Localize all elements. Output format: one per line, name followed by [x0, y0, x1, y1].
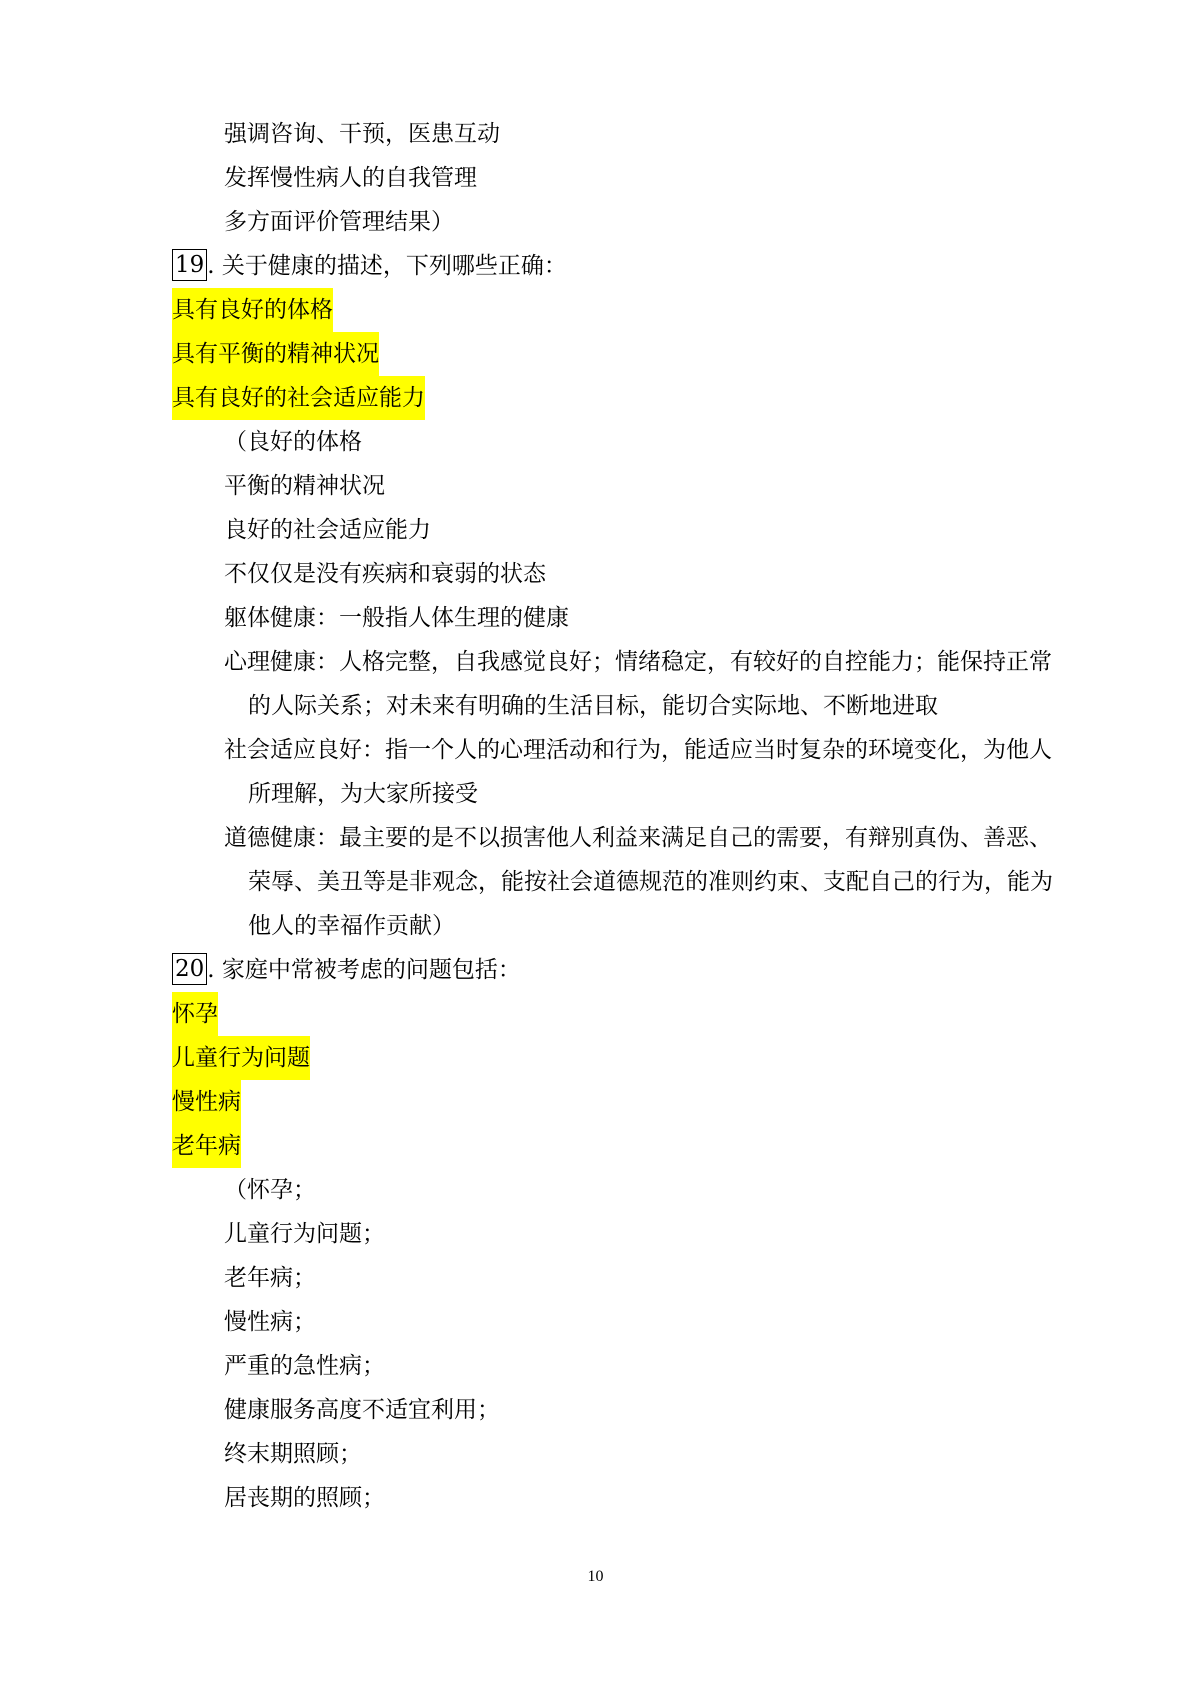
explanation-line: 的人际关系；对未来有明确的生活目标，能切合实际地、不断地进取 [248, 693, 938, 719]
explanation-line: （良好的体格 [224, 429, 362, 455]
answer-line [0, 1036, 1191, 1080]
answer-line [0, 1124, 1191, 1168]
question-text: . 关于健康的描述，下列哪些正确： [207, 253, 567, 279]
explanation-line: 社会适应良好：指一个人的心理活动和行为，能适应当时复杂的环境变化，为他人 [224, 737, 1052, 763]
highlighted-answer: 具有良好的社会适应能力 [172, 376, 425, 420]
highlighted-answer: 儿童行为问题 [172, 1036, 310, 1080]
highlighted-answer: 具有良好的体格 [172, 288, 333, 332]
text-line: 强调咨询、干预，医患互动 [224, 121, 500, 147]
explanation-line: 终末期照顾； [224, 1441, 362, 1467]
question-number-box: 20 [172, 953, 207, 985]
highlighted-answer: 老年病 [172, 1124, 241, 1168]
explanation-line: 严重的急性病； [224, 1353, 385, 1379]
question-text: . 家庭中常被考虑的问题包括： [207, 957, 521, 983]
explanation-line: 荣辱、美丑等是非观念，能按社会道德规范的准则约束、支配自己的行为，能为 [248, 869, 1053, 895]
explanation-line: 道德健康：最主要的是不以损害他人利益来满足自己的需要，有辩别真伪、善恶、 [224, 825, 1052, 851]
explanation-line: 躯体健康：一般指人体生理的健康 [224, 605, 569, 631]
explanation-line: 所理解，为大家所接受 [248, 781, 478, 807]
highlighted-answer: 慢性病 [172, 1080, 241, 1124]
question-number-box: 19 [172, 249, 207, 281]
explanation-line: 慢性病； [224, 1309, 316, 1335]
explanation-line: （怀孕； [224, 1177, 316, 1203]
explanation-line: 不仅仅是没有疾病和衰弱的状态 [224, 561, 546, 587]
explanation-line: 心理健康：人格完整，自我感觉良好；情绪稳定，有较好的自控能力；能保持正常 [224, 649, 1052, 675]
answer-line [0, 1080, 1191, 1124]
answer-line [0, 332, 1191, 376]
explanation-line: 儿童行为问题； [224, 1221, 385, 1247]
explanation-line: 平衡的精神状况 [224, 473, 385, 499]
page-number: 10 [587, 1568, 604, 1585]
question-19 [0, 244, 1191, 288]
explanation-line: 老年病； [224, 1265, 316, 1291]
text-line: 发挥慢性病人的自我管理 [224, 165, 477, 191]
question-20 [0, 948, 1191, 992]
highlighted-answer: 具有平衡的精神状况 [172, 332, 379, 376]
answer-line [0, 288, 1191, 332]
answer-line [0, 992, 1191, 1036]
explanation-line: 居丧期的照顾； [224, 1485, 385, 1511]
explanation-line: 他人的幸福作贡献） [248, 913, 455, 939]
highlighted-answer: 怀孕 [172, 992, 218, 1036]
text-line: 多方面评价管理结果） [224, 209, 454, 235]
explanation-line: 良好的社会适应能力 [224, 517, 431, 543]
page-content [0, 112, 1191, 1520]
answer-line [0, 376, 1191, 420]
explanation-line: 健康服务高度不适宜利用； [224, 1397, 500, 1423]
